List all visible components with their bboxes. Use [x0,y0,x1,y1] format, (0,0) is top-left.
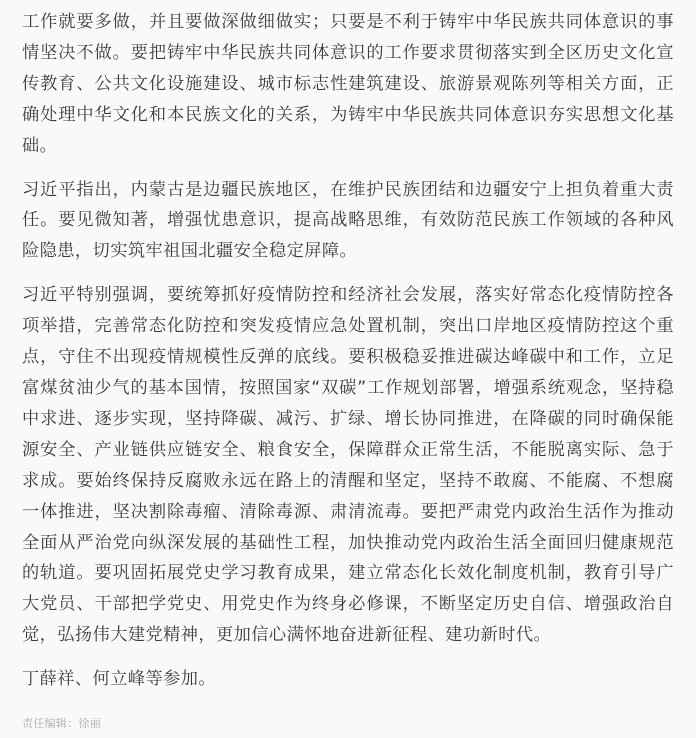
responsible-editor [22,716,101,732]
article-paragraph-4: 丁薛祥、何立峰等参加。 [22,669,217,690]
article-paragraph-1: 工作就要多做，并且要做深做细做实；只要是不利于铸牢中华民族共同体意识的事情坚决不做。要把铸牢中华民族共同体意识的工作要求贯彻落实到全区历史文化宣传教育、公共文化设施建设、城市标志性建筑建设、旅游景观陈列等相关方面，正确处理中华文化和本民族文化的关系，为铸牢中华民族共同体意识夯实思想文化基础。 [22,12,674,156]
article-paragraph-2: 习近平指出，内蒙古是边疆民族地区，在维护民族团结和边疆安宁上担负着重大责任。要见微知著，增强忧患意识，提高战略思维，有效防范民族工作领域的各种风险隐患，切实筑牢祖国北疆安全稳定屏障。 [22,179,674,262]
editor-label: 责任编辑： [22,717,79,730]
article-paragraph-3: 习近平特别强调，要统筹抓好疫情防控和经济社会发展，落实好常态化疫情防控各项举措，完善常态化防控和突发疫情应急处置机制，突出口岸地区疫情防控这个重点，守住不出现疫情规模性反弹的底线。要积极稳妥推进碳达峰碳中和工作，立足富煤贫油少气的基本国情，按照国家“双碳”工作规划部署，增强系统观念，坚持稳中求进、逐步实现，坚持降碳、减污、扩绿、增长协同推进，在降碳的同时确保能源安全、产业链供应链安全、粮食安全，保障群众正常生活，不能脱离实际、急于求成。要始终保持反腐败永远在路上的清醒和坚定，坚持不敢腐、不能腐、不想腐一体推进，坚决割除毒瘤、清除毒源、肃清流毒。要把严肃党内政治生活作为推动全面从严治党向纵深发展的基础性工程，加快推动党内政治生活全面回归健康规范的轨道。要巩固拓展党史学习教育成果，建立常态化长效化制度机制，教育引导广大党员、干部把学党史、用党史作为终身必修课，不断坚定历史自信、增强政治自觉，弘扬伟大建党精神，更加信心满怀地奋进新征程、建功新时代。 [22,285,674,646]
editor-name: 徐丽 [78,717,102,730]
